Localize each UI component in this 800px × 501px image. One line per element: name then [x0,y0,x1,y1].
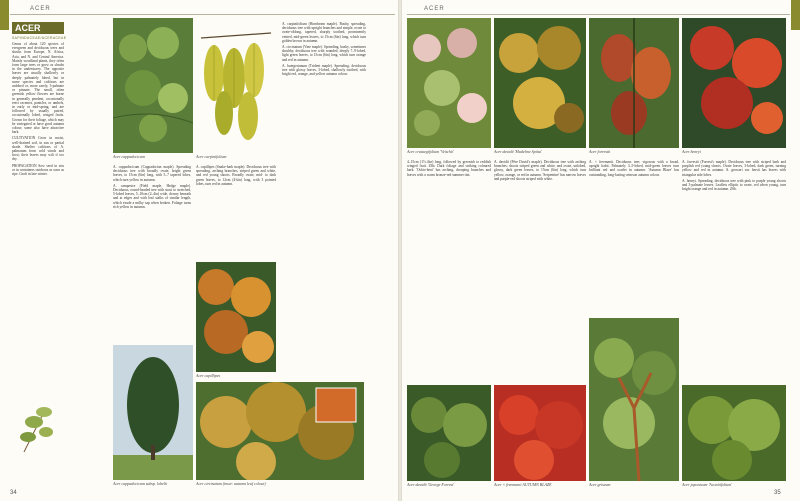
text-column-r3 [589,160,679,310]
caption-lobelii: Acer cappadocicum subsp. lobelii [113,481,168,486]
entry-circinatum: A. circinatum (Vine maple). Spreading, bushy, sometimes shrubby, deciduous tree with rounded, deeply 7–9-lobed, light green leaves, to 15cm (6in) long, which turn orange and red in autumn. [282,45,366,62]
photo-crataegifolium [407,18,491,148]
running-head-rule-right [407,14,790,15]
freemanii-image [494,385,586,481]
capillipes-image [196,262,276,372]
photo-davidii-george [407,385,491,481]
photo-freemanii [494,385,586,481]
text-column-r4 [682,160,786,380]
griseum-image [589,318,679,481]
caption-japonicum: Acer japonicum 'Aconitifolium' [682,482,732,487]
propagation-text: PROPAGATION Sow seed in situ or in containers outdoors as soon as ripe. Graft in late winter. [12,163,64,177]
field-maple-illustration [14,392,62,462]
entry-cappadocicum: A. cappadocicum (Cappadocian maple). Spreading deciduous tree with broadly ovate, bright green leaves, to 15cm (6in) long, with 5–7 tapered lobes, which turn yellow in autumn. [113,165,191,182]
lobelii-tree-image [113,345,193,480]
caption-davidii-george: Acer davidii 'George Forrest' [407,482,455,487]
photo-carpinifolium [196,18,276,153]
davidii-madeline-image [494,18,586,148]
caption-freemanii: Acer × freemanii AUTUMN BLAZE [494,482,552,487]
caption-carpinifolium: Acer carpinifolium [196,154,227,159]
running-head-right: ACER [424,6,445,12]
circinatum-image [196,382,364,480]
entry-r5: A. henryi. Spreading, deciduous tree with pink to purple young shoots and 3-palmate leaves. Leaflets elliptic to ovate, red when young, turn bright orange and red in autumn. Z6b. [682,178,786,192]
text-column-r2 [494,160,586,380]
entry-carpinifolium: A. carpinifolium (Hornbeam maple). Bushy, spreading, deciduous tree with upright branches and simple, ovate to ovate-oblong, tapered, sharply toothed, prominently veined, mid-green leaves, to 15cm (6in) long, which turn golden brown in autumn. [282,22,366,43]
photo-japonicum [682,385,786,481]
davidii-george-image [407,385,491,481]
right-page [402,0,800,501]
entry-capillipes: A. capillipes (Snake-bark maple). Deciduous tree with spreading, arching branches, striped green and white, and red young shoots. Broadly ovate, mid- to dark green leaves, to 12cm (4¾in) long, with 3 pointed lobes, turn red in autumn. [196,165,276,186]
caption-griseum: Acer griseum [589,482,611,487]
running-head-left: ACER [30,6,51,12]
entry-r4: A. forrestii (Forrest's maple). Deciduous tree with striped bark and purplish red young shoots. Ovate leaves, 3-lobed, dark green, turning yellow and red in autumn. A. grosseri var. hersii has leaves with triangular side lobes. [682,160,786,177]
cultivation-text: CULTIVATION Grow in moist, well-drained soil, in sun or partial shade. Shelter cultivars of A. palmatum from cold winds and frost; their leaves may wilt if too dry. [12,136,64,162]
henryi-image [682,18,786,148]
photo-griseum [589,318,679,481]
entry-r3: A. × freemanii. Deciduous tree; vigorous with a broad, upright habit. Palmately 3–5-lobed, mid-green leaves turn brilliant red and scarlet in autumn. 'Autumn Blaze' has outstanding, long-lasting crimson autumn colour. [589,160,679,177]
japonicum-image [682,385,786,481]
photo-circinatum [196,382,364,480]
photo-capillipes-bark [196,262,276,372]
photo-field-maple [14,392,62,462]
cappadocicum-image [113,18,193,153]
carpinifolium-image [196,18,276,153]
caption-davidii-madeline: Acer davidii 'Madeline Spitta' [494,149,542,154]
family-name: SAPINDACEAE/ACERACEAE [12,36,67,40]
text-column-2 [113,165,191,345]
text-column-3 [196,165,276,260]
left-page [0,0,398,501]
entry-campestre: A. campestre (Field maple, Hedge maple). Deciduous, round-headed tree with stout to stretched, 5-lobed leaves, 5–10cm (2–4in) wide, downy beneath and at edges and with leaf stalks of similar length, which exude a milky sap when broken. Foliage turns rich yellow in autumn. [113,183,191,209]
photo-davidii-madeline [494,18,586,148]
caption-crataegifolium: Acer crataegifolium 'Veitchii' [407,149,454,154]
text-column-4 [282,22,366,187]
crataegifolium-image [407,18,491,148]
caption-forrestii: Acer forrestii [589,149,611,154]
text-column-r1 [407,160,491,375]
entry-buergerianum: A. buergerianum (Trident maple). Spreading, deciduous tree with glossy leaves, 3-lobed, shallowly toothed, with bright red, orange, and yellow autumn colour. [282,63,366,77]
genus-description: Genus of about 120 species of evergreen and deciduous trees and shrubs from Europe, N. Africa, Asia, and N. and Central America. Mainly woodland plants, they often form large trees or grow as shrubs in the understorey. The opposite leaves are usually shallowly or deeply palmately lobed, but in some species and cultivars are unlobed or, more rarely, 3-palmate or pinnate. The small, often greenish yellow flowers are borne in generally pendent, occasionally erect racemes, panicles, or umbels, in early or mid-spring, and are followed by usually paired, occasionally lobed, winged fruits. Grown for their foliage, which may be variegated or have good autumn colour; some also have attractive bark. [12,42,64,135]
caption-henryi: Acer henryi [682,149,701,154]
photo-cappadocicum [113,18,193,153]
forrestii-image [589,18,679,148]
photo-forrestii [589,18,679,148]
running-head-rule [10,14,395,15]
caption-cappadocicum: Acer cappadocicum [113,154,145,159]
thumb-tab-left [0,0,9,30]
entry-r1: 4–15cm (1½–6in) long, followed by greenish to reddish winged fruit. Z6b. Dark foliage and striking coloured bark. 'Oshio-beni' has arching, drooping branches and leaves with a warm bronze-red summer tint. [407,160,491,177]
genus-title: ACER [12,22,64,34]
folio-left: 34 [10,490,17,496]
genus-intro [12,22,67,177]
photo-henryi [682,18,786,148]
entry-r2: A. davidii (Père David's maple). Deciduous tree with arching branches; shoots striped green and white, and ovate, unlobed, glossy, dark green leaves, to 15cm (6in) long, which turn yellow, orange, or red in autumn. 'Serpentine' has narrow leaves and purple-red shoots striped with white. [494,160,586,181]
caption-capillipes: Acer capillipes [196,373,221,378]
caption-circinatum: Acer circinatum (inset: autumn leaf colour) [196,481,266,486]
thumb-tab-right [791,0,800,30]
photo-cappadocicum-lobelii [113,345,193,480]
folio-right: 35 [774,490,781,496]
